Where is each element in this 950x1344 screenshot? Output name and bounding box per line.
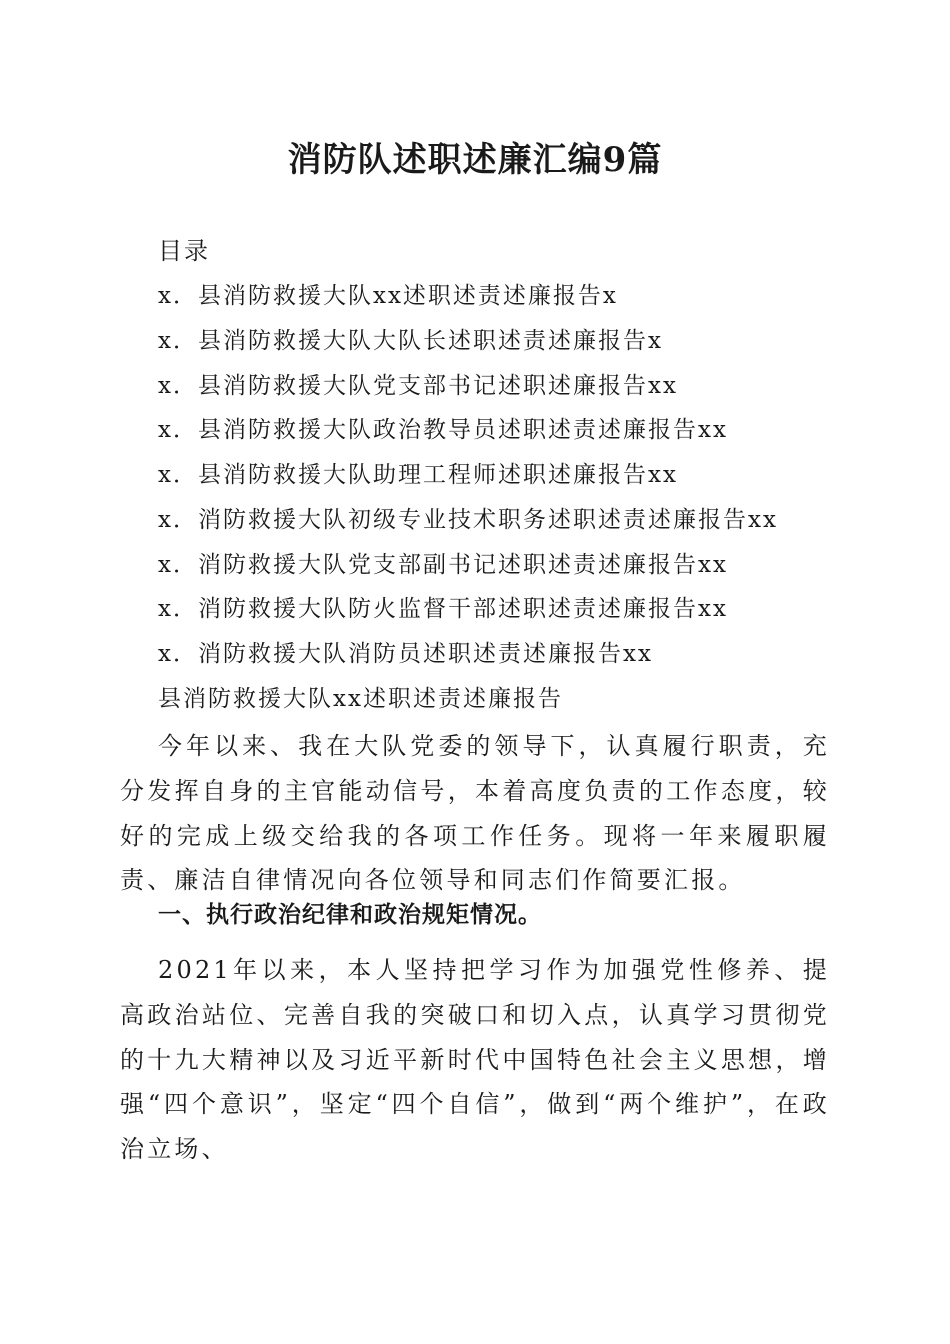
table-of-contents <box>158 279 778 682</box>
toc-item: x．消防救援大队党支部副书记述职述责述廉报告xx <box>158 551 728 578</box>
section-heading: 一、执行政治纪律和政治规矩情况。 <box>158 902 542 928</box>
toc-item: x．县消防救援大队助理工程师述职述廉报告xx <box>158 462 678 488</box>
document-title: 消防队述职述廉汇编9篇 <box>287 140 663 180</box>
toc-item: x．消防救援大队消防员述职述责述廉报告xx <box>158 641 653 667</box>
toc-item: x．县消防救援大队大队长述职述责述廉报告x <box>158 327 663 354</box>
intro-paragraph: 今年以来、我在大队党委的领导下，认真履行职责，充分发挥自身的主官能动信号，本着高度负责的工作态度，较好的完成上级交给我的各项工作任务。现将一年来履职履责、廉洁自律情况向各位领导和同志们作简要汇报。 <box>120 732 830 895</box>
toc-item: x．消防救援大队防火监督干部述职述责述廉报告xx <box>158 596 728 623</box>
section-paragraph: 2021年以来，本人坚持把学习作为加强党性修养、提高政治站位、完善自我的突破口和切入点，认真学习贯彻党的十九大精神以及习近平新时代中国特色社会主义思想，增强“四个意识”，坚定“四个自信”，做到“两个维护”，在政治立场、 <box>120 956 830 1163</box>
report-heading: 县消防救援大队xx述职述责述廉报告 <box>158 686 563 712</box>
toc-label: 目录 <box>158 237 210 265</box>
toc-item: x．县消防救援大队党支部书记述职述廉报告xx <box>158 372 678 399</box>
toc-item: x．县消防救援大队xx述职述责述廉报告x <box>158 283 618 309</box>
toc-item: x．消防救援大队初级专业技术职务述职述责述廉报告xx <box>158 506 778 533</box>
toc-item: x．县消防救援大队政治教导员述职述责述廉报告xx <box>158 417 728 444</box>
